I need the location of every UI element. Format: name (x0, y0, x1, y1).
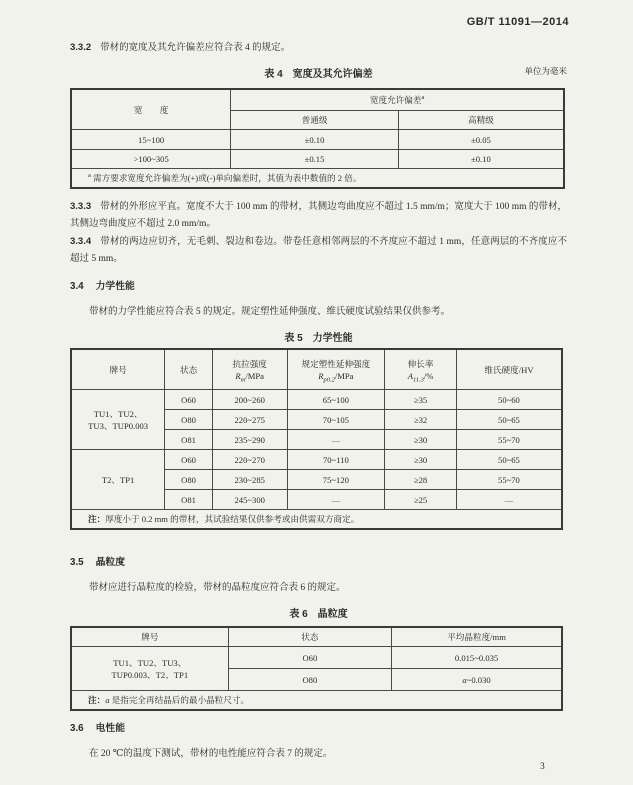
footnote-marker: a (88, 172, 91, 180)
section-title: 电性能 (95, 723, 126, 734)
section-3-3-3 (70, 198, 567, 233)
standard-number: GB/T 11091—2014 (466, 16, 569, 28)
table-4-caption (264, 69, 372, 80)
header-grain-size: 平均晶粒度/mm (392, 627, 562, 647)
elongation-cell: ≥28 (385, 470, 457, 490)
tensile-cell: 220~270 (212, 450, 287, 470)
table-6-caption-title: 晶粒度 (317, 609, 348, 620)
table-5-header-row (71, 349, 562, 390)
table-row (71, 450, 562, 470)
temper-cell: O60 (165, 390, 213, 410)
table-4-caption-label: 表 4 (264, 69, 283, 80)
hardness-cell: 50~60 (456, 390, 562, 410)
elongation-cell: ≥25 (385, 490, 457, 510)
proof-cell: — (287, 430, 385, 450)
tensile-cell: 235~290 (212, 430, 287, 450)
section-title: 力学性能 (95, 281, 135, 292)
temper-cell: O80 (228, 669, 392, 691)
temper-cell: O80 (165, 410, 213, 430)
table-4-unit-note: 单位为毫米 (524, 66, 567, 76)
tensile-cell: 200~260 (212, 390, 287, 410)
alloy-group-cell: T2、TP1 (71, 450, 165, 510)
table-4-footnote (71, 169, 564, 189)
table-4-header-high-grade: 高精级 (398, 111, 564, 130)
section-text: 带材的两边应切齐，无毛刺、裂边和卷边。带卷任意相邻两层的不齐度应不超过 1 mm，任意两层的不齐度应不超过 5 mm。 (70, 237, 567, 264)
footnote-marker: a (421, 94, 425, 102)
section-text: 带材的宽度及其允许偏差应符合表 4 的规定。 (100, 43, 291, 53)
table-4-header-normal-grade: 普通级 (231, 111, 399, 130)
table-5-caption-title: 力学性能 (312, 333, 353, 344)
table-4-header-tolerance: 宽度允许偏差$^a$ (231, 89, 564, 111)
table-4-caption-row (70, 64, 567, 82)
proof-cell: 75~120 (287, 470, 385, 490)
high-tolerance-cell: ±0.05 (398, 130, 564, 150)
header-alloy: 牌号 (71, 627, 228, 647)
width-range-cell: 15~100 (71, 130, 231, 150)
table-5 (70, 348, 563, 530)
section-3-5-paragraph: 带材应进行晶粒度的检验，带材的晶粒度应符合表 6 的规定。 (89, 583, 346, 593)
temper-cell: O60 (165, 450, 213, 470)
section-3-3-2 (70, 39, 567, 57)
section-number: 3.3.2 (70, 42, 92, 53)
tensile-cell: 245~300 (212, 490, 287, 510)
table-row (71, 150, 564, 169)
header-tensile-strength: 抗拉强度 $R_m$/MPa (212, 349, 287, 390)
hardness-cell: 50~65 (456, 410, 562, 430)
tensile-cell: 230~285 (212, 470, 287, 490)
elongation-cell: ≥30 (385, 430, 457, 450)
section-title: 晶粒度 (95, 557, 126, 568)
table-note-row (71, 510, 562, 530)
temper-cell: O80 (165, 470, 213, 490)
proof-cell: 70~105 (287, 410, 385, 430)
section-3-6-paragraph: 在 20 ℃的温度下测试，带材的电性能应符合表 7 的规定。 (89, 749, 333, 759)
temper-cell: O60 (228, 647, 392, 669)
grain-size-cell: a~0.030 (392, 669, 562, 691)
grain-size-cell: 0.015~0.035 (392, 647, 562, 669)
temper-cell: O81 (165, 490, 213, 510)
section-3-6-heading (70, 720, 125, 734)
tensile-cell: 220~275 (212, 410, 287, 430)
table-6-caption (289, 609, 347, 620)
footnote-text: 需方要求宽度允许偏差为(+)或(-)单向偏差时，其值为表中数值的 2 倍。 (93, 173, 362, 183)
table-6-header-row (71, 627, 562, 647)
table-4 (70, 88, 565, 189)
proof-cell: — (287, 490, 385, 510)
section-3-4-paragraph: 带材的力学性能应符合表 5 的规定。规定塑性延伸强度、维氏硬度试验结果仅供参考。 (89, 307, 451, 317)
section-3-4-heading (70, 278, 135, 292)
section-3-5-heading (70, 554, 125, 568)
header-temper: 状态 (165, 349, 213, 390)
table-4-header-width: 宽 度 (71, 89, 231, 130)
section-number: 3.5 (70, 557, 84, 568)
section-number: 3.3.3 (70, 201, 92, 212)
hardness-cell: 55~70 (456, 470, 562, 490)
proof-cell: 65~100 (287, 390, 385, 410)
elongation-cell: ≥30 (385, 450, 457, 470)
table-4-caption-title: 宽度及其允许偏差 (292, 69, 373, 80)
elongation-cell: ≥35 (385, 390, 457, 410)
section-3-3-4 (70, 233, 567, 268)
header-alloy: 牌号 (71, 349, 165, 390)
table-row (71, 647, 562, 669)
table-5-caption-label: 表 5 (284, 333, 303, 344)
table-footnote-row (71, 169, 564, 189)
alloy-group-cell: TU1、TU2、TU3、 TUP0.003、T2、TP1 (71, 647, 228, 691)
table-5-caption (284, 333, 352, 344)
table-6-caption-label: 表 6 (289, 609, 308, 620)
hardness-cell: 50~65 (456, 450, 562, 470)
section-number: 3.4 (70, 281, 84, 292)
hardness-cell: — (456, 490, 562, 510)
section-number: 3.6 (70, 723, 84, 734)
temper-cell: O81 (165, 430, 213, 450)
header-vickers-hardness: 维氏硬度/HV (456, 349, 562, 390)
section-text: 带材的外形应平直。宽度不大于 100 mm 的带材，其侧边弯曲度应不超过 1.5 mm/m；宽度大于 100 mm 的带材，其侧边弯曲度应不超过 2.0 mm/m。 (70, 202, 567, 229)
header-elongation: 伸长率 $A_{11.3}/\%$ (385, 349, 457, 390)
table-5-note: 注：厚度小于 0.2 mm 的带材，其试验结果仅供参考或由供需双方商定。 (71, 510, 562, 530)
page-number: 3 (540, 762, 545, 772)
normal-tolerance-cell: ±0.15 (231, 150, 399, 169)
table-row (71, 390, 562, 410)
proof-cell: 70~110 (287, 450, 385, 470)
header-proof-strength: 规定塑性延伸强度 $R_{p0.2}$/MPa (287, 349, 385, 390)
table-row (71, 130, 564, 150)
section-number: 3.3.4 (70, 236, 92, 247)
table-note-row (71, 691, 562, 711)
table-6 (70, 626, 563, 711)
elongation-cell: ≥32 (385, 410, 457, 430)
table-6-caption-row (70, 604, 567, 622)
header-temper: 状态 (228, 627, 392, 647)
width-range-cell: >100~305 (71, 150, 231, 169)
high-tolerance-cell: ±0.10 (398, 150, 564, 169)
table-5-caption-row (70, 328, 567, 346)
table-6-note: 注：a 是指完全再结晶后的最小晶粒尺寸。 (71, 691, 562, 711)
hardness-cell: 55~70 (456, 430, 562, 450)
alloy-group-cell: TU1、TU2、 TU3、TUP0.003 (71, 390, 165, 450)
normal-tolerance-cell: ±0.10 (231, 130, 399, 150)
